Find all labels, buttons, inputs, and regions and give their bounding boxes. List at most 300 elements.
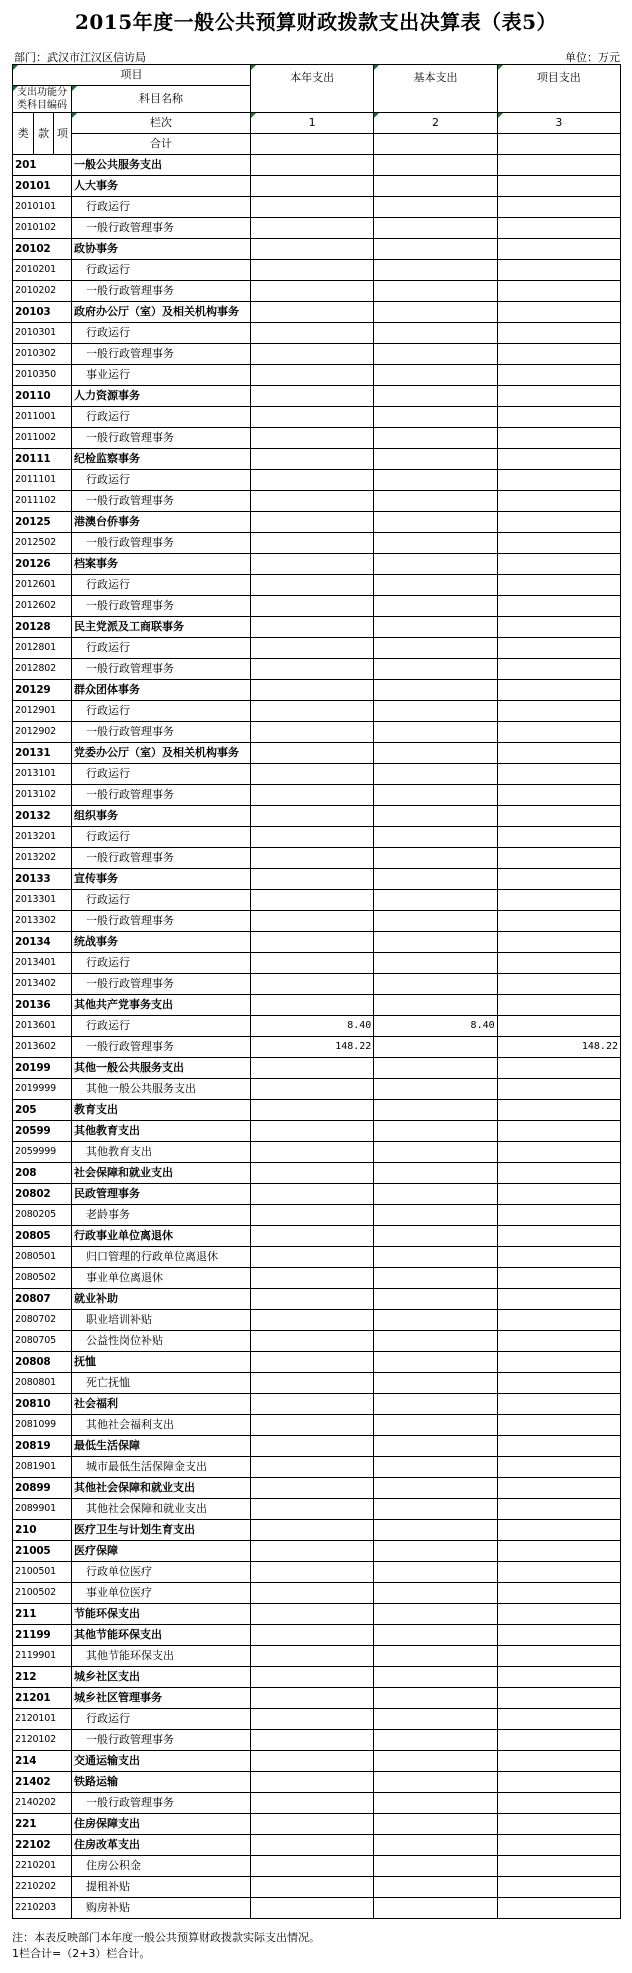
- row-code: 205: [13, 1100, 72, 1121]
- row-name: 行政运行: [71, 197, 250, 218]
- row-current-year: [251, 365, 374, 386]
- row-name: 一般行政管理事务: [71, 344, 250, 365]
- row-name: 人力资源事务: [71, 386, 250, 407]
- row-current-year: [251, 680, 374, 701]
- row-code: 208: [13, 1163, 72, 1184]
- row-code: 2080705: [13, 1331, 72, 1352]
- row-code: 2210203: [13, 1898, 72, 1919]
- row-current-year: [251, 1646, 374, 1667]
- row-name: 其他社会福利支出: [71, 1415, 250, 1436]
- row-code: 2012601: [13, 575, 72, 596]
- row-project: [497, 659, 620, 680]
- row-project: [497, 1205, 620, 1226]
- row-project: [497, 197, 620, 218]
- row-basic: [374, 1268, 497, 1289]
- row-name: 行政运行: [71, 827, 250, 848]
- row-current-year: [251, 1688, 374, 1709]
- row-basic: [374, 239, 497, 260]
- row-name: 交通运输支出: [71, 1751, 250, 1772]
- row-current-year: [251, 953, 374, 974]
- row-basic: [374, 1163, 497, 1184]
- row-current-year: [251, 1751, 374, 1772]
- col-number-3: 3: [497, 113, 620, 134]
- row-code: 2013301: [13, 890, 72, 911]
- row-project: [497, 827, 620, 848]
- row-code: 2013302: [13, 911, 72, 932]
- row-current-year: [251, 596, 374, 617]
- row-basic: [374, 848, 497, 869]
- row-name: 城市最低生活保障金支出: [71, 1457, 250, 1478]
- row-name: 组织事务: [71, 806, 250, 827]
- row-project: [497, 1646, 620, 1667]
- row-project: [497, 743, 620, 764]
- row-basic: [374, 533, 497, 554]
- table-row: [13, 1310, 621, 1331]
- row-project: [497, 974, 620, 995]
- table-row: [13, 1667, 621, 1688]
- table-row: [13, 764, 621, 785]
- table-row: [13, 428, 621, 449]
- row-project: [497, 1835, 620, 1856]
- row-code: 2010350: [13, 365, 72, 386]
- row-basic: [374, 1730, 497, 1751]
- table-row: [13, 1709, 621, 1730]
- row-code: 2120102: [13, 1730, 72, 1751]
- row-project: [497, 1520, 620, 1541]
- row-name: 一般行政管理事务: [71, 533, 250, 554]
- row-basic: [374, 218, 497, 239]
- row-current-year: [251, 1331, 374, 1352]
- row-basic: [374, 197, 497, 218]
- table-row: [13, 953, 621, 974]
- notes: [12, 1930, 320, 1962]
- row-code: 20131: [13, 743, 72, 764]
- row-project: 148.22: [497, 1037, 620, 1058]
- row-basic: [374, 1772, 497, 1793]
- row-basic: [374, 1793, 497, 1814]
- row-code: 20807: [13, 1289, 72, 1310]
- row-current-year: [251, 1835, 374, 1856]
- row-project: [497, 1142, 620, 1163]
- row-code: 2013201: [13, 827, 72, 848]
- row-name: 一般行政管理事务: [71, 1730, 250, 1751]
- row-basic: [374, 491, 497, 512]
- row-code: 2012801: [13, 638, 72, 659]
- department-label: 部门：武汉市江汉区信访局: [14, 51, 146, 64]
- table-row: [13, 1646, 621, 1667]
- row-name: 社会福利: [71, 1394, 250, 1415]
- row-code: 2010201: [13, 260, 72, 281]
- table-row: [13, 1625, 621, 1646]
- row-code: 20128: [13, 617, 72, 638]
- table-row: [13, 1688, 621, 1709]
- table-row: [13, 1478, 621, 1499]
- row-project: [497, 785, 620, 806]
- table-row: [13, 1856, 621, 1877]
- row-code: 2013202: [13, 848, 72, 869]
- row-current-year: [251, 1247, 374, 1268]
- row-basic: [374, 869, 497, 890]
- row-current-year: [251, 869, 374, 890]
- page-title: 2015年度一般公共预算财政拨款支出决算表（表5）: [74, 10, 558, 34]
- row-basic: [374, 365, 497, 386]
- table-row: [13, 1562, 621, 1583]
- row-name: 行政运行: [71, 953, 250, 974]
- row-project: [497, 323, 620, 344]
- row-code: 20810: [13, 1394, 72, 1415]
- table-row: [13, 1877, 621, 1898]
- table-row: [13, 680, 621, 701]
- table-row: [13, 1835, 621, 1856]
- row-basic: [374, 638, 497, 659]
- row-current-year: 148.22: [251, 1037, 374, 1058]
- row-current-year: [251, 428, 374, 449]
- row-name: 就业补助: [71, 1289, 250, 1310]
- row-name: 其他教育支出: [71, 1121, 250, 1142]
- table-row: [13, 701, 621, 722]
- table-row: [13, 638, 621, 659]
- row-project: [497, 1793, 620, 1814]
- row-project: [497, 1415, 620, 1436]
- row-basic: [374, 1037, 497, 1058]
- row-current-year: [251, 974, 374, 995]
- row-name: 行政事业单位离退休: [71, 1226, 250, 1247]
- row-project: [497, 470, 620, 491]
- table-row: [13, 1016, 621, 1037]
- row-current-year: [251, 995, 374, 1016]
- row-project: [497, 596, 620, 617]
- table-row: [13, 1247, 621, 1268]
- row-code: 214: [13, 1751, 72, 1772]
- row-project: [497, 1709, 620, 1730]
- table-row: [13, 344, 621, 365]
- row-project: [497, 1226, 620, 1247]
- row-project: [497, 281, 620, 302]
- row-project: [497, 1121, 620, 1142]
- row-code: 22102: [13, 1835, 72, 1856]
- row-code: 20133: [13, 869, 72, 890]
- total-col3: [497, 134, 620, 155]
- row-code: 20102: [13, 239, 72, 260]
- row-name: 医疗卫生与计划生育支出: [71, 1520, 250, 1541]
- row-name: 人大事务: [71, 176, 250, 197]
- row-current-year: [251, 1289, 374, 1310]
- row-project: [497, 1100, 620, 1121]
- row-current-year: [251, 638, 374, 659]
- table-row: [13, 596, 621, 617]
- row-basic: [374, 575, 497, 596]
- row-project: [497, 1541, 620, 1562]
- row-project: [497, 1457, 620, 1478]
- row-code: 20129: [13, 680, 72, 701]
- row-name: 行政运行: [71, 260, 250, 281]
- row-name: 死亡抚恤: [71, 1373, 250, 1394]
- row-project: [497, 1352, 620, 1373]
- row-project: [497, 1058, 620, 1079]
- row-basic: [374, 764, 497, 785]
- row-current-year: [251, 176, 374, 197]
- row-project: [497, 995, 620, 1016]
- row-project: [497, 953, 620, 974]
- row-code: 20134: [13, 932, 72, 953]
- col-number-2: 2: [374, 113, 497, 134]
- row-basic: [374, 890, 497, 911]
- table-row: [13, 974, 621, 995]
- row-project: [497, 1373, 620, 1394]
- row-current-year: [251, 1142, 374, 1163]
- row-current-year: [251, 197, 374, 218]
- table-row: [13, 554, 621, 575]
- row-basic: [374, 1394, 497, 1415]
- row-name: 行政运行: [71, 1016, 250, 1037]
- header-col-basic: 基本支出: [374, 65, 497, 113]
- table-row: [13, 239, 621, 260]
- row-code: 20899: [13, 1478, 72, 1499]
- row-name: 城乡社区管理事务: [71, 1688, 250, 1709]
- table-row: [13, 1352, 621, 1373]
- row-current-year: [251, 1814, 374, 1835]
- row-project: [497, 1289, 620, 1310]
- row-code: 2011002: [13, 428, 72, 449]
- row-code: 210: [13, 1520, 72, 1541]
- row-project: [497, 407, 620, 428]
- row-code: 2081901: [13, 1457, 72, 1478]
- row-current-year: [251, 218, 374, 239]
- total-col1: [251, 134, 374, 155]
- row-project: [497, 1310, 620, 1331]
- row-code: 2010102: [13, 218, 72, 239]
- table-row: [13, 302, 621, 323]
- row-name: 行政运行: [71, 701, 250, 722]
- row-basic: [374, 1415, 497, 1436]
- row-current-year: [251, 1541, 374, 1562]
- row-name: 事业运行: [71, 365, 250, 386]
- row-project: [497, 1751, 620, 1772]
- row-project: [497, 764, 620, 785]
- table-row: [13, 617, 621, 638]
- table-row: [13, 827, 621, 848]
- row-code: 2010101: [13, 197, 72, 218]
- row-current-year: [251, 1058, 374, 1079]
- row-project: [497, 1499, 620, 1520]
- row-name: 节能环保支出: [71, 1604, 250, 1625]
- table-row: [13, 1415, 621, 1436]
- row-name: 一般行政管理事务: [71, 974, 250, 995]
- row-current-year: [251, 1163, 374, 1184]
- row-name: 事业单位离退休: [71, 1268, 250, 1289]
- row-project: [497, 1184, 620, 1205]
- row-basic: [374, 1058, 497, 1079]
- row-code: 2011101: [13, 470, 72, 491]
- row-current-year: [251, 281, 374, 302]
- table-row: [13, 491, 621, 512]
- row-project: [497, 1583, 620, 1604]
- row-name: 铁路运输: [71, 1772, 250, 1793]
- row-code: 2080801: [13, 1373, 72, 1394]
- row-name: 住房保障支出: [71, 1814, 250, 1835]
- row-project: [497, 1562, 620, 1583]
- row-current-year: [251, 1772, 374, 1793]
- row-project: [497, 1394, 620, 1415]
- row-project: [497, 239, 620, 260]
- row-project: [497, 512, 620, 533]
- table-row: [13, 911, 621, 932]
- row-name: 一般行政管理事务: [71, 428, 250, 449]
- row-basic: [374, 1226, 497, 1247]
- row-name: 民政管理事务: [71, 1184, 250, 1205]
- row-name: 老龄事务: [71, 1205, 250, 1226]
- row-code: 2013402: [13, 974, 72, 995]
- header-col-project: 项目支出: [497, 65, 620, 113]
- row-code: 2012502: [13, 533, 72, 554]
- row-current-year: [251, 890, 374, 911]
- note-2: 1栏合计=（2+3）栏合计。: [12, 1947, 151, 1960]
- row-project: [497, 344, 620, 365]
- row-project: [497, 1331, 620, 1352]
- table-row: [13, 1394, 621, 1415]
- row-basic: [374, 743, 497, 764]
- row-name: 民主党派及工商联事务: [71, 617, 250, 638]
- table-row: [13, 1037, 621, 1058]
- row-code: 211: [13, 1604, 72, 1625]
- row-code: 2210202: [13, 1877, 72, 1898]
- row-code: 20819: [13, 1436, 72, 1457]
- table-row: [13, 1226, 621, 1247]
- table-row: [13, 1121, 621, 1142]
- row-current-year: [251, 1352, 374, 1373]
- row-code: 21005: [13, 1541, 72, 1562]
- row-code: 20802: [13, 1184, 72, 1205]
- row-project: [497, 911, 620, 932]
- row-name: 党委办公厅（室）及相关机构事务: [71, 743, 250, 764]
- expenditure-table: [12, 64, 621, 1919]
- header-row-1: [13, 65, 621, 86]
- table-row: [13, 932, 621, 953]
- row-basic: [374, 554, 497, 575]
- row-project: [497, 806, 620, 827]
- row-name: 一般行政管理事务: [71, 1037, 250, 1058]
- row-name: 行政运行: [71, 764, 250, 785]
- row-basic: [374, 1478, 497, 1499]
- row-name: 职业培训补贴: [71, 1310, 250, 1331]
- row-basic: [374, 617, 497, 638]
- row-code: 2100501: [13, 1562, 72, 1583]
- row-name: 城乡社区支出: [71, 1667, 250, 1688]
- table-row: [13, 1268, 621, 1289]
- table-row: [13, 323, 621, 344]
- row-current-year: [251, 1394, 374, 1415]
- row-basic: [374, 260, 497, 281]
- row-basic: [374, 1583, 497, 1604]
- table-row: [13, 407, 621, 428]
- row-project: [497, 1436, 620, 1457]
- row-current-year: [251, 1121, 374, 1142]
- row-basic: [374, 1205, 497, 1226]
- row-project: [497, 1016, 620, 1037]
- row-code: 20110: [13, 386, 72, 407]
- row-name: 公益性岗位补贴: [71, 1331, 250, 1352]
- row-code: 221: [13, 1814, 72, 1835]
- row-project: [497, 533, 620, 554]
- table-row: [13, 890, 621, 911]
- row-current-year: [251, 1499, 374, 1520]
- row-code: 2119901: [13, 1646, 72, 1667]
- row-basic: [374, 1184, 497, 1205]
- total-row: [13, 134, 621, 155]
- row-code: 2012802: [13, 659, 72, 680]
- header-item: 项目: [13, 65, 251, 86]
- table-row: [13, 1436, 621, 1457]
- row-current-year: [251, 470, 374, 491]
- row-name: 一般行政管理事务: [71, 659, 250, 680]
- row-code: 2089901: [13, 1499, 72, 1520]
- row-basic: [374, 1436, 497, 1457]
- row-basic: 8.40: [374, 1016, 497, 1037]
- row-basic: [374, 974, 497, 995]
- row-code: 21201: [13, 1688, 72, 1709]
- row-basic: [374, 1499, 497, 1520]
- table-row: [13, 1793, 621, 1814]
- row-current-year: [251, 617, 374, 638]
- row-name: 事业单位医疗: [71, 1583, 250, 1604]
- row-current-year: [251, 344, 374, 365]
- row-basic: [374, 1079, 497, 1100]
- row-current-year: [251, 239, 374, 260]
- row-code: 212: [13, 1667, 72, 1688]
- row-project: [497, 1667, 620, 1688]
- row-current-year: [251, 1898, 374, 1919]
- row-code: 2059999: [13, 1142, 72, 1163]
- row-name: 一般行政管理事务: [71, 722, 250, 743]
- table-row: [13, 575, 621, 596]
- row-current-year: [251, 722, 374, 743]
- row-current-year: [251, 1793, 374, 1814]
- table-row: [13, 1772, 621, 1793]
- row-basic: [374, 1688, 497, 1709]
- table-row: [13, 869, 621, 890]
- row-current-year: [251, 1583, 374, 1604]
- table-row: [13, 1205, 621, 1226]
- row-project: [497, 155, 620, 176]
- row-current-year: [251, 743, 374, 764]
- row-code: 2011001: [13, 407, 72, 428]
- row-project: [497, 1604, 620, 1625]
- row-project: [497, 1877, 620, 1898]
- table-row: [13, 1499, 621, 1520]
- row-current-year: [251, 806, 374, 827]
- row-code: 2080702: [13, 1310, 72, 1331]
- table-row: [13, 386, 621, 407]
- row-code: 20199: [13, 1058, 72, 1079]
- row-name: 其他节能环保支出: [71, 1646, 250, 1667]
- row-name: 一般行政管理事务: [71, 281, 250, 302]
- row-project: [497, 869, 620, 890]
- row-project: [497, 554, 620, 575]
- header-xiang: 项: [53, 113, 71, 155]
- row-code: 2140202: [13, 1793, 72, 1814]
- table-row: [13, 1730, 621, 1751]
- table-row: [13, 512, 621, 533]
- row-current-year: [251, 323, 374, 344]
- row-code: 20808: [13, 1352, 72, 1373]
- row-current-year: [251, 827, 374, 848]
- row-basic: [374, 701, 497, 722]
- row-current-year: [251, 575, 374, 596]
- table-row: [13, 1541, 621, 1562]
- row-name: 归口管理的行政单位离退休: [71, 1247, 250, 1268]
- row-current-year: [251, 260, 374, 281]
- row-current-year: [251, 449, 374, 470]
